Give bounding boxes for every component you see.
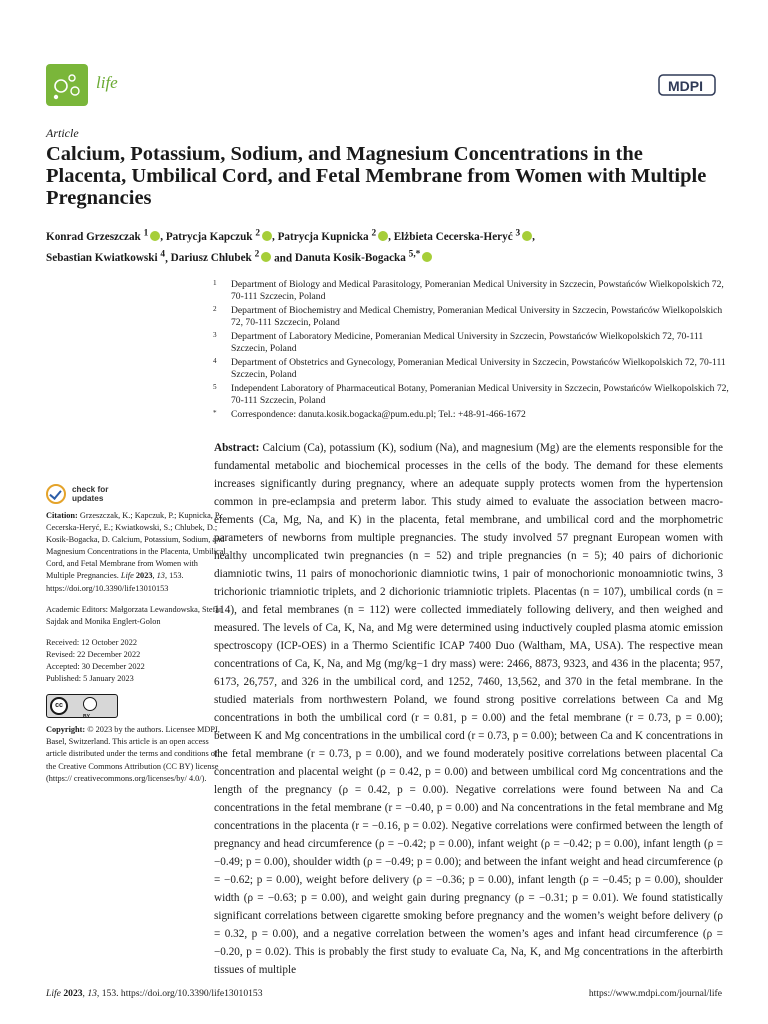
journal-name[interactable]: life xyxy=(96,73,118,92)
article-type: Article xyxy=(46,126,79,140)
published-date: Published: 5 January 2023 xyxy=(46,674,134,684)
publication-dates xyxy=(46,637,228,685)
author-1[interactable]: Konrad Grzeszczak $^1$ xyxy=(46,231,160,243)
orcid-icon[interactable] xyxy=(522,231,532,241)
article-title: Calcium, Potassium, Sodium, and Magnesium Concentrations in the Placenta, Umbilical Cord, and Fetal Membrane from Women with Multiple Pregnancies xyxy=(46,143,707,209)
affiliation-item: 2 Department of Biochemistry and Medical Chemistry, Pomeranian Medical University in Szczecin, Powstańców Wielkopolskich 72, 70-111 Szczecin, Poland xyxy=(213,304,723,329)
author-list: Konrad Grzeszczak $^1$ , Patrycja Kapczuk $^2$ , Patrycja Kupnicka $^2$ , Elżbieta Cecerska-Heryć $^3$ , Sebastian Kwiatkowski $^4$, Dariusz Chlubek $^2$ and Danuta Kosik-Bogacka $^{5,*}$ xyxy=(46,228,535,265)
correspondence[interactable]: * Correspondence: danuta.kosik.bogacka@pum.edu.pl; Tel.: +48-91-466-1672 xyxy=(213,408,526,420)
academic-editors: Academic Editors: Małgorzata Lewandowska, Stefan Sajdak and Monika Englert-Golon xyxy=(46,604,224,626)
author-3[interactable]: Patrycja Kupnicka $^2$ xyxy=(278,231,389,243)
check-for-updates-button[interactable]: check for updates xyxy=(46,484,228,504)
author-7[interactable]: Danuta Kosik-Bogacka $^{5,*}$ xyxy=(295,252,432,264)
author-6[interactable]: Dariusz Chlubek $^2$ xyxy=(171,252,272,264)
orcid-icon[interactable] xyxy=(422,252,432,262)
affiliation-item: 4 Department of Obstetrics and Gynecology, Pomeranian Medical University in Szczecin, Powstańców Wielkopolskich 72, 70-111 Szczecin, Poland xyxy=(213,356,726,381)
affiliation-item: 1 Department of Biology and Medical Parasitology, Pomeranian Medical University in Szczecin, Powstańców Wielkopolskich 72, 70-111 Szczecin, Poland xyxy=(213,279,724,303)
received-date: Received: 12 October 2022 xyxy=(46,637,138,647)
abstract: Abstract: Calcium (Ca), potassium (K), sodium (Na), and magnesium (Mg) are the elements responsible for the fundamental metabolic and biochemical processes in the cells of the body. The demand for these elements increases significantly during pregnancy, where an adequate supply protects women from the hypertension common in pre-eclampsia and preterm labor. This study aimed to evaluate the association between macro-elements (Ca, Mg, Na, and K) in the placenta, fetal membrane, and umbilical cord and the morphometric parameters of newborns from multiple pregnancies. The study involved 57 pregnant European women with healthy uncomplicated twin pregnancies (n = 52) and triple pregnancies (n = 5); 40 pairs of dichorionic diamniotic twins, 11 pairs of monochorionic diamniotic twins, 1 pair of monochorionic monoamniotic twins, 3 trichorionic triamniotic triplets, and 2 dichorionic triamniotic triplets. Placentas (n = 107), umbilical cords (n = 114), and fetal membranes (n = 112) were collected immediately following delivery, and then weighed and measured. The levels of Ca, K, Na, and Mg were determined using inductively coupled plasma atomic emission spectroscopy (ICP-OES) in a Thermo Scientific ICAP 7400 Duo (Waltham, MA, USA). The respective mean concentrations of Ca, K, Na, and Mg (mg/kg−1 dry mass) were: 2466, 8873, 9323, and 436 in the placenta; 957, 6173, 26,757, and 326 in the umbilical cord, and 1252, 7460, 13,562, and 370 in the fetal membrane. In the studied materials from northwestern Poland, we found strong positive correlations between Ca and Mg concentrations in both the umbilical cord (r = 0.81, p = 0.00) and the fetal membrane (r = 0.73, p = 0.00); between K and Mg concentrations in the umbilical cord (r = 0.73, p = 0.00); between Ca and K concentrations in the fetal membrane (r = 0.73, p = 0.00), and we found moderately positive correlations between placental Ca concentration and placental weight (ρ = 0.42, p = 0.00) and between umbilical cord Mg concentrations and the length of the pregnancy (ρ = 0.42, p = 0.00). Negative correlations were found between Na and Ca concentrations in the fetal membrane (r = −0.40, p = 0.00) and Na concentrations in the fetal membrane and Mg concentrations in the placenta (r = −0.16, p = 0.02). Negative correlations were confirmed between the length of pregnancy and head circumference (ρ = −0.42; p = 0.00), infant weight (ρ = −0.42; p = 0.00), infant length (ρ = −0.49; p = 0.00), shoulder width (ρ = −0.49; p = 0.00); and between the infant weight and head circumference (ρ = −0.62; p = 0.00), weight before delivery (ρ = −0.36; p = 0.00), infant length (ρ = −0.45; p = 0.00), shoulder width (ρ = −0.63; p = 0.00), and weight gain during pregnancy (ρ = −0.31; p = 0.01). We found statistically significant correlations between cigarette smoking before pregnancy and the women’s weight before delivery (ρ = 0.32, p = 0.00), and a negative correlation between the women’s ages and infant head circumference (ρ = −0.20, p = 0.02). This is probably the first study to evaluate Ca, Na, K, and Mg concentrations in the afterbirth tissues of multiple xyxy=(214,442,724,976)
author-5[interactable]: Sebastian Kwiatkowski $^4$ xyxy=(46,249,166,265)
footer-citation: Life 2023, 13, 153. https://doi.org/10.3390/life13010153 xyxy=(46,988,263,999)
copyright: Copyright: © 2023 by the authors. Licensee MDPI, Basel, Switzerland. This article is an open access article distributed under the terms and conditions of the Creative Commons Attribution (CC BY) license (https:// creativecommons.org/licenses/by/ 4.0/). xyxy=(46,725,220,783)
accepted-date: Accepted: 30 December 2022 xyxy=(46,662,145,672)
sidebar xyxy=(46,484,228,794)
life-journal-logo[interactable] xyxy=(46,64,88,106)
orcid-icon[interactable] xyxy=(262,231,272,241)
affiliations xyxy=(210,279,730,423)
orcid-icon[interactable] xyxy=(261,252,271,262)
revised-date: Revised: 22 December 2022 xyxy=(46,649,141,659)
orcid-icon[interactable] xyxy=(378,231,388,241)
journal-url-link[interactable]: https://www.mdpi.com/journal/life xyxy=(588,988,722,999)
affiliation-item: 3 Department of Laboratory Medicine, Pomeranian Medical University in Szczecin, Powstańców Wielkopolskich 72, 70-111 Szczecin, Poland xyxy=(213,330,704,355)
orcid-icon[interactable] xyxy=(150,231,160,241)
check-updates-icon xyxy=(46,484,66,504)
affiliation-item: 5 Independent Laboratory of Pharmaceutical Botany, Pomeranian Medical University in Szczecin, Powstańców Wielkopolskich 72, 70-111 Szczecin, Poland xyxy=(213,382,729,407)
publisher-name: MDPI xyxy=(668,78,703,94)
person-icon xyxy=(83,697,97,711)
author-2[interactable]: Patrycja Kapczuk $^2$ xyxy=(166,231,272,243)
citation: Citation: Grzeszczak, K.; Kapczuk, P.; Kupnicka, P.; Cecerska-Heryć, E.; Kwiatkowski, S.; Chlubek, D.; Kosik-Bogacka, D. Calcium, Potassium, Sodium, and Magnesium Concentrations in the Placenta, Umbilical Cord, and Fetal Membrane from Women with Multiple Pregnancies. Life 2023, 13, 153. https://doi.org/10.3390/life13010153 xyxy=(46,511,226,593)
cc-by-license-icon[interactable]: cc BY xyxy=(46,694,118,718)
author-4[interactable]: Elżbieta Cecerska-Heryć $^3$ xyxy=(394,231,532,243)
